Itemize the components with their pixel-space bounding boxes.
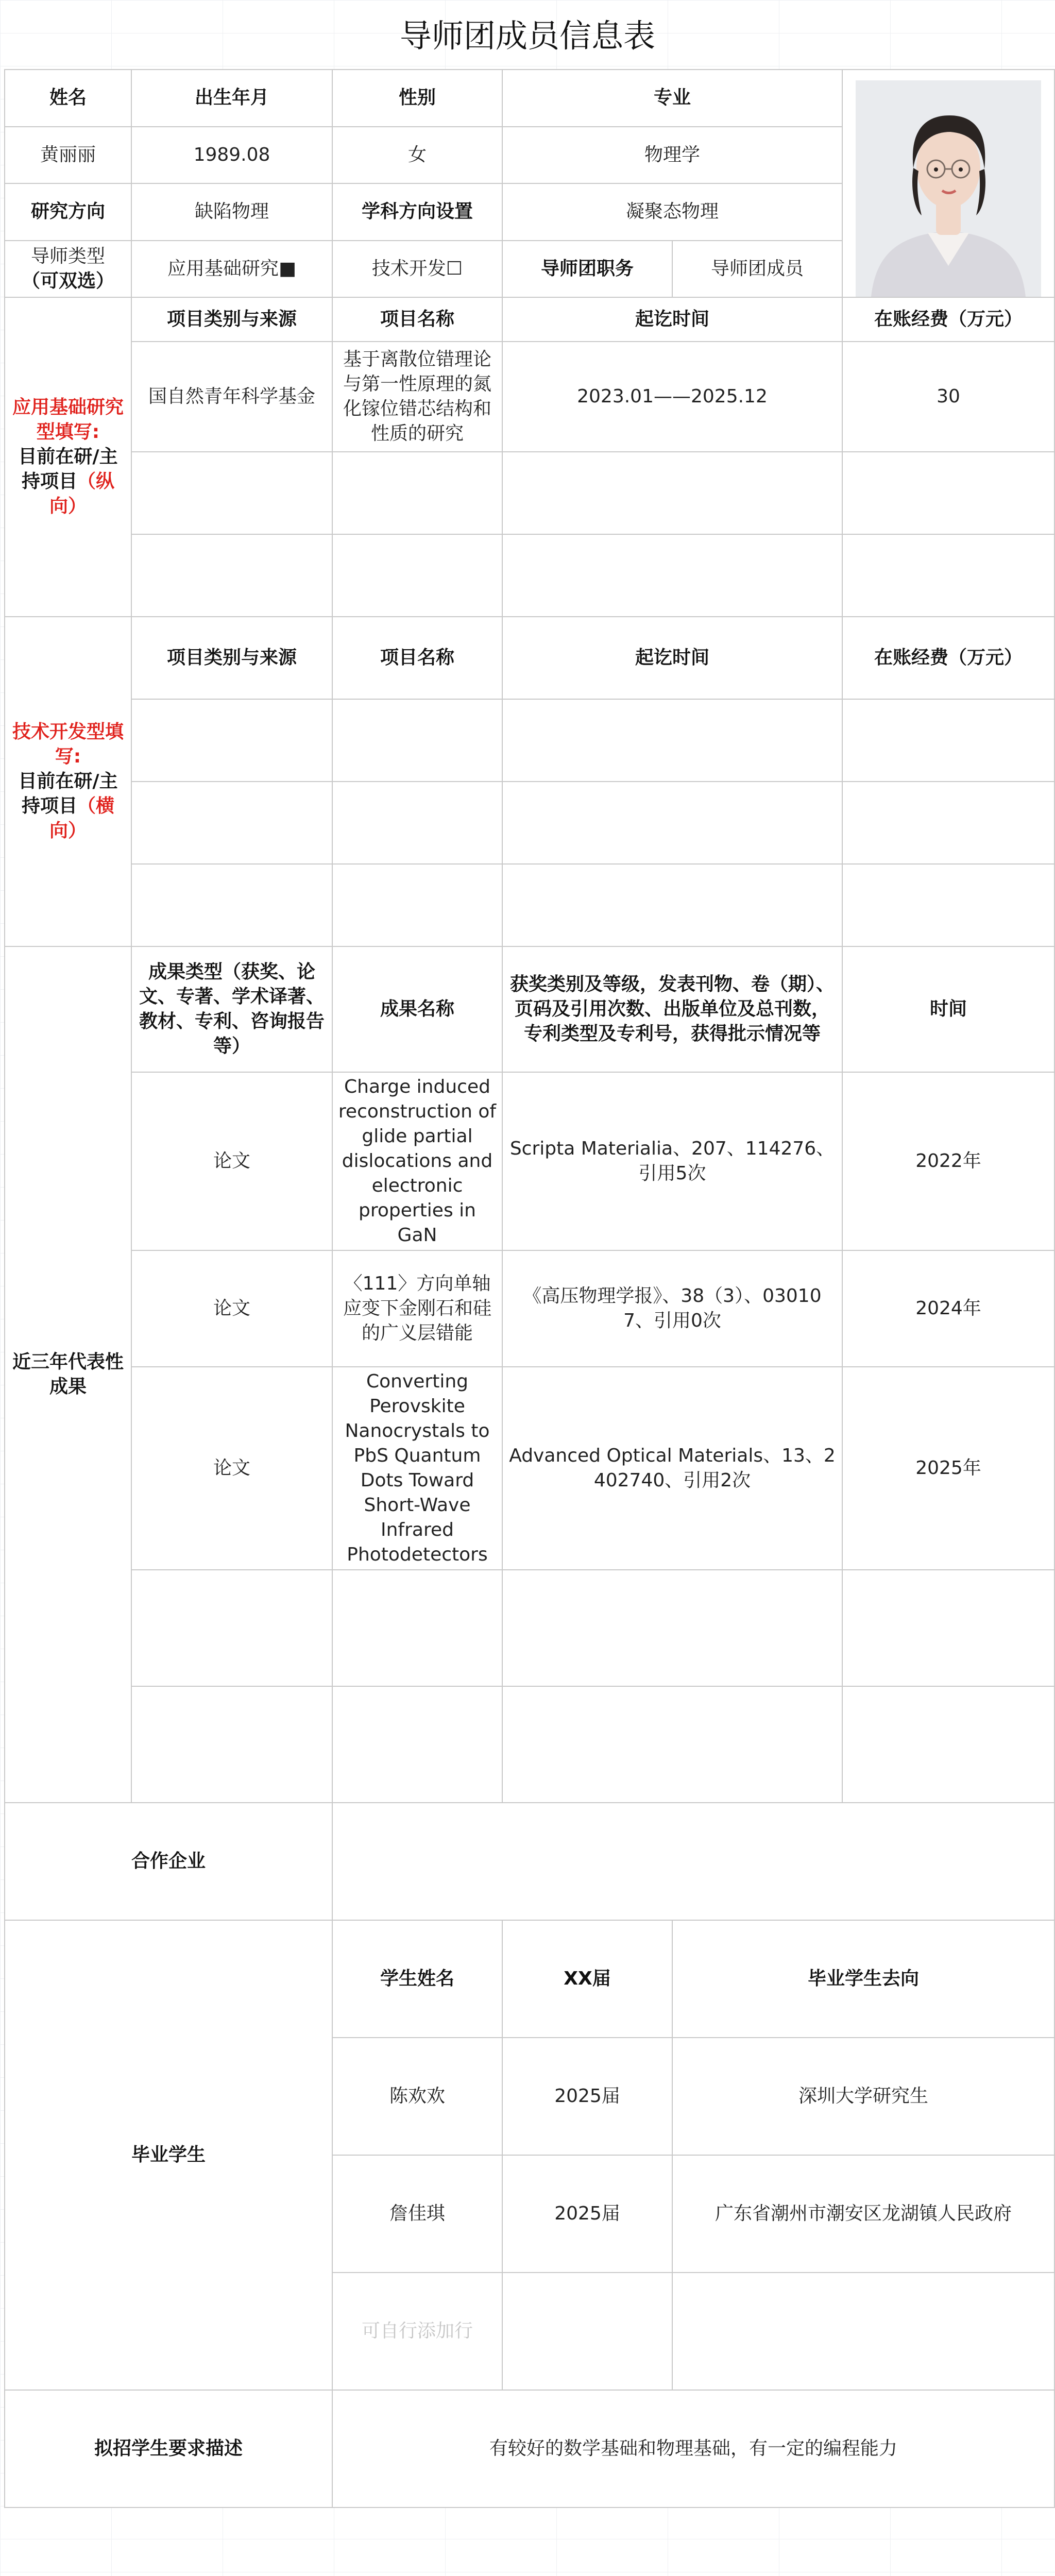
table-row-cell: 深圳大学研究生 xyxy=(672,2038,1054,2155)
table-row-cell xyxy=(131,782,332,864)
table-row-cell xyxy=(131,534,332,617)
type-option-applied[interactable]: 应用基础研究■ xyxy=(131,241,332,298)
photo-cell xyxy=(842,70,1054,297)
table-row-cell xyxy=(332,1570,502,1686)
gender-value: 女 xyxy=(332,127,502,184)
type-label-line2: （可双选） xyxy=(21,270,114,292)
achievements-header-detail: 获奖类别及等级，发表刊物、卷（期）、页码及引用次数、出版单位及总刊数，专利类型及专利号，获得批示情况等 xyxy=(502,946,842,1072)
major-label: 专业 xyxy=(502,70,842,127)
table-row-cell xyxy=(842,1570,1054,1686)
table-row-cell: 2022年 xyxy=(842,1072,1054,1250)
discipline-value: 凝聚态物理 xyxy=(502,183,842,241)
major-value: 物理学 xyxy=(502,127,842,184)
table-row-cell xyxy=(502,452,842,534)
table-row-cell xyxy=(131,699,332,782)
table-row-cell: 广东省潮州市潮安区龙湖镇人民政府 xyxy=(672,2155,1054,2273)
name-value: 黄丽丽 xyxy=(5,127,131,184)
tech-header-name: 项目名称 xyxy=(332,617,502,699)
table-row-cell xyxy=(332,534,502,617)
table-row-cell xyxy=(842,452,1054,534)
type-label xyxy=(5,241,131,298)
add-row-hint[interactable]: 可自行添加行 xyxy=(332,2273,502,2390)
graduates-header-destination: 毕业学生去向 xyxy=(672,1920,1054,2038)
table-row-cell: 詹佳琪 xyxy=(332,2155,502,2273)
table-row-cell xyxy=(842,1686,1054,1803)
table-row-cell: Advanced Optical Materials、13、2402740、引用2次 xyxy=(502,1367,842,1570)
page-title: 导师团成员信息表 xyxy=(399,17,655,55)
table-row-cell: 〈111〉方向单轴应变下金刚石和硅的广义层错能 xyxy=(332,1250,502,1367)
name-label: 姓名 xyxy=(5,70,131,127)
achievements-header-time: 时间 xyxy=(842,946,1054,1072)
tech-header-funding: 在账经费（万元） xyxy=(842,617,1054,699)
partner-label: 合作企业 xyxy=(5,1803,332,1920)
table-row-cell xyxy=(131,1686,332,1803)
table-row-cell xyxy=(332,782,502,864)
table-row-cell: 论文 xyxy=(131,1072,332,1250)
table-row-cell xyxy=(502,1570,842,1686)
table-row-cell: 基于离散位错理论与第一性原理的氮化镓位错芯结构和性质的研究 xyxy=(332,342,502,452)
info-table xyxy=(4,69,1055,2508)
table-row-cell: Charge induced reconstruction of glide partial dislocations and electronic properties in GaN xyxy=(332,1072,502,1250)
discipline-label: 学科方向设置 xyxy=(332,183,502,241)
table-row-cell xyxy=(502,1686,842,1803)
table-row-cell: 2025年 xyxy=(842,1367,1054,1570)
table-row-cell xyxy=(332,1686,502,1803)
table-row-cell xyxy=(842,699,1054,782)
achievements-side-label: 近三年代表性成果 xyxy=(5,946,131,1803)
tech-side-label: 技术开发型填写: 目前在研/主持项目（横向） xyxy=(5,617,131,946)
table-row-cell xyxy=(332,864,502,946)
applied-header-source: 项目类别与来源 xyxy=(131,297,332,342)
table-row-cell xyxy=(502,534,842,617)
achievements-header-name: 成果名称 xyxy=(332,946,502,1072)
table-row-cell: 陈欢欢 xyxy=(332,2038,502,2155)
table-row-cell: 30 xyxy=(842,342,1054,452)
partner-value xyxy=(332,1803,1054,1920)
graduates-header-year: XX届 xyxy=(502,1920,672,2038)
table-row-cell: 《高压物理学报》、38（3）、030107、引用0次 xyxy=(502,1250,842,1367)
requirements-value: 有较好的数学基础和物理基础，有一定的编程能力 xyxy=(332,2390,1054,2507)
table-row-cell xyxy=(842,782,1054,864)
table-row-cell xyxy=(131,1570,332,1686)
table-row-cell xyxy=(502,2273,672,2390)
table-row-cell xyxy=(502,864,842,946)
birth-label: 出生年月 xyxy=(131,70,332,127)
type-label-line1: 导师类型 xyxy=(30,245,105,267)
graduates-label: 毕业学生 xyxy=(5,1920,332,2390)
tech-header-source: 项目类别与来源 xyxy=(131,617,332,699)
table-row-cell xyxy=(842,864,1054,946)
applied-header-funding: 在账经费（万元） xyxy=(842,297,1054,342)
table-row-cell xyxy=(131,452,332,534)
table-row-cell: 2024年 xyxy=(842,1250,1054,1367)
type-option-tech[interactable]: 技术开发☐ xyxy=(332,241,502,298)
table-row-cell xyxy=(502,699,842,782)
table-row-cell xyxy=(842,534,1054,617)
achievements-header-type: 成果类型（获奖、论文、专著、学术译著、教材、专利、咨询报告等） xyxy=(131,946,332,1072)
table-row-cell: Converting Perovskite Nanocrystals to PbS Quantum Dots Toward Short-Wave Infrared Photodetectors xyxy=(332,1367,502,1570)
applied-side-label: 应用基础研究型填写: 目前在研/主持项目（纵向） xyxy=(5,297,131,617)
portrait-photo-icon xyxy=(856,80,1041,297)
graduates-header-name: 学生姓名 xyxy=(332,1920,502,2038)
position-value: 导师团成员 xyxy=(672,241,842,298)
applied-header-period: 起讫时间 xyxy=(502,297,842,342)
tech-header-period: 起讫时间 xyxy=(502,617,842,699)
table-row-cell: 2025届 xyxy=(502,2038,672,2155)
applied-header-name: 项目名称 xyxy=(332,297,502,342)
table-row-cell xyxy=(672,2273,1054,2390)
requirements-label: 拟招学生要求描述 xyxy=(5,2390,332,2507)
gender-label: 性别 xyxy=(332,70,502,127)
table-row-cell: 2025届 xyxy=(502,2155,672,2273)
table-row-cell xyxy=(502,782,842,864)
table-row-cell: 论文 xyxy=(131,1250,332,1367)
table-row-cell xyxy=(332,699,502,782)
birth-value: 1989.08 xyxy=(131,127,332,184)
table-row-cell xyxy=(332,452,502,534)
direction-label: 研究方向 xyxy=(5,183,131,241)
direction-value: 缺陷物理 xyxy=(131,183,332,241)
table-row-cell: 国自然青年科学基金 xyxy=(131,342,332,452)
table-row-cell: 论文 xyxy=(131,1367,332,1570)
position-label: 导师团职务 xyxy=(502,241,672,298)
table-row-cell: 2023.01——2025.12 xyxy=(502,342,842,452)
table-row-cell xyxy=(131,864,332,946)
table-row-cell: Scripta Materialia、207、114276、引用5次 xyxy=(502,1072,842,1250)
